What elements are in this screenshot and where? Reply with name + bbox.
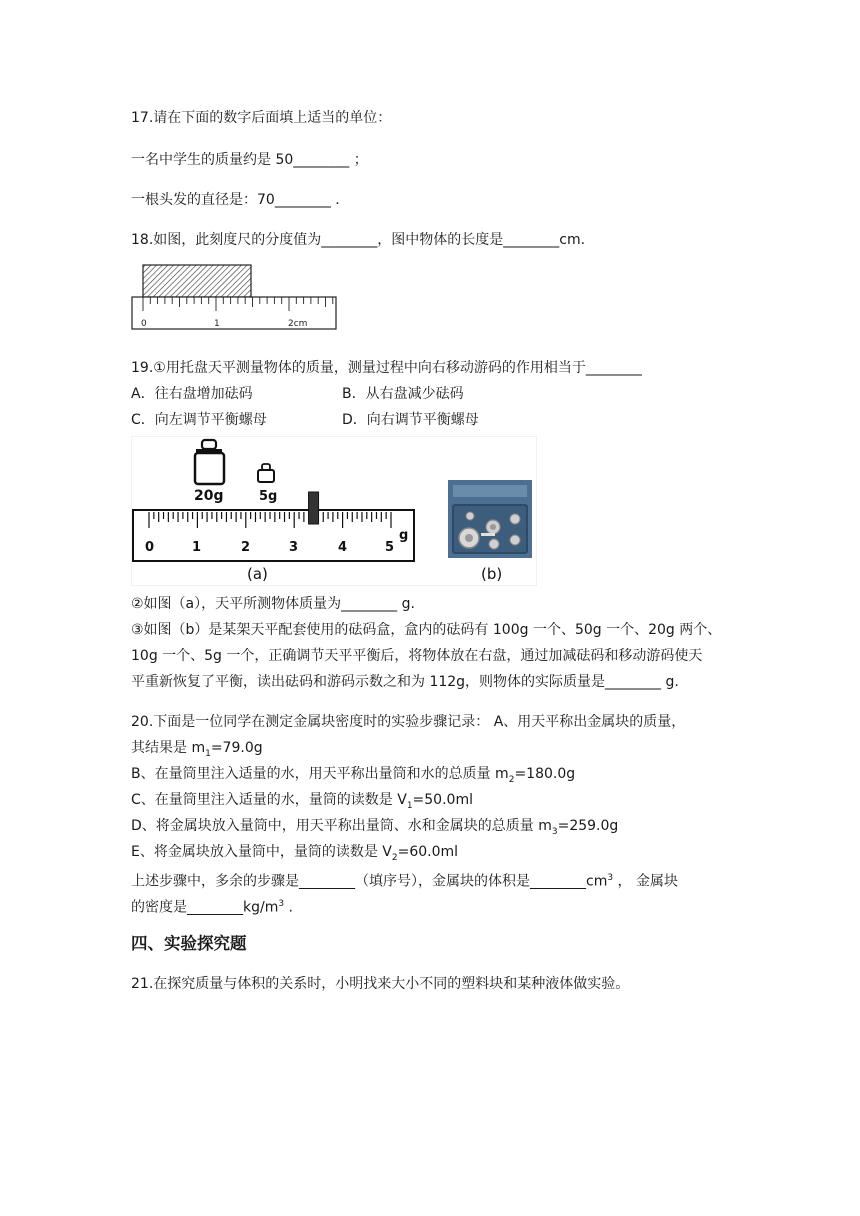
weight-box-photo: [448, 480, 532, 558]
beam-label-4: 4: [338, 540, 348, 555]
beam-label-5: 5: [385, 540, 395, 555]
section-heading: 四、实验探究题: [131, 934, 247, 953]
ruler-label-0: 0: [141, 319, 147, 329]
q21-stem: 21.在探究质量与体积的关系时，小明找来大小不同的塑料块和某种液体做实验。: [131, 976, 630, 992]
q17-stem: 17.请在下面的数字后面填上适当的单位：: [131, 110, 392, 126]
fig-b-caption: (b): [481, 565, 503, 583]
measured-object: [143, 265, 251, 297]
beam-label-3: 3: [289, 540, 299, 555]
ruler-figure: [131, 262, 337, 332]
beam-label-1: 1: [192, 540, 202, 555]
q20-step-d: D、将金属块放入量筒中，用天平称出量筒、水和金属块的总质量 $m_3=259.0g$: [131, 818, 619, 837]
beam-label-0: 0: [145, 540, 155, 555]
q19-part3-line2: 10g 一个、5g 一个，正确调节天平平衡后，将物体放在右盘，通过加减砝码和移动游码使天: [131, 648, 703, 664]
q19-option-b: B．从右盘减少砝码: [342, 386, 464, 402]
q19-option-c: C．向左调节平衡螺母: [131, 412, 267, 428]
q20-step-b: B、在量筒里注入适量的水，用天平称出量筒和水的总质量 $m_2=180.0g$: [131, 766, 576, 785]
q20-step-e: E、将金属块放入量筒中，量筒的读数是 $V_2=60.0ml$: [131, 844, 459, 863]
q17-line1: 一名中学生的质量约是 50________ ；: [131, 152, 368, 168]
q19-option-a: A．往右盘增加砝码: [131, 386, 253, 402]
ruler-label-1: 1: [214, 319, 220, 329]
q20-question-line2: 的密度是$\_\_\_\_\_\_\_\_kg/m^3$ .: [131, 899, 293, 916]
q20-line2: 其结果是 $m_1=79.0g$: [131, 740, 263, 759]
q20-step-c: C、在量筒里注入适量的水，量筒的读数是 $V_1=50.0ml$: [131, 792, 473, 811]
q17-line2: 一根头发的直径是：70________ .: [131, 192, 340, 208]
balance-figure: [131, 436, 537, 586]
fig-a-caption: (a): [247, 565, 268, 583]
q20-line1: 20.下面是一位同学在测定金属块密度时的实验步骤记录： A、用天平称出金属块的质量，: [131, 714, 686, 730]
q18-stem: 18.如图，此刻度尺的分度值为________，图中物体的长度是________cm.: [131, 232, 586, 248]
q19-part2: ②如图（a），天平所测物体质量为________ g.: [131, 596, 415, 612]
beam-unit: g: [399, 528, 409, 543]
q19-option-d: D．向右调节平衡螺母: [342, 412, 479, 428]
ruler-label-2cm: 2cm: [288, 319, 308, 329]
rider-slider: [309, 492, 319, 524]
q19-part3-line3: 平重新恢复了平衡，读出砝码和游码示数之和为 112g，则物体的实际质量是________ g.: [131, 674, 679, 690]
weight-20g-label: 20g: [194, 488, 224, 504]
beam-label-2: 2: [241, 540, 251, 555]
q20-question-line1: 上述步骤中，多余的步骤是________（填序号），金属块的体积是$\_\_\_\_\_\_\_\_cm^3$ ， 金属块: [131, 873, 678, 890]
q19-stem: 19.①用托盘天平测量物体的质量，测量过程中向右移动游码的作用相当于________: [131, 360, 642, 376]
weight-5g-label: 5g: [259, 489, 278, 504]
q19-part3-line1: ③如图（b）是某架天平配套使用的砝码盒，盒内的砝码有 100g 一个、50g 一个、20g 两个、: [131, 622, 722, 638]
